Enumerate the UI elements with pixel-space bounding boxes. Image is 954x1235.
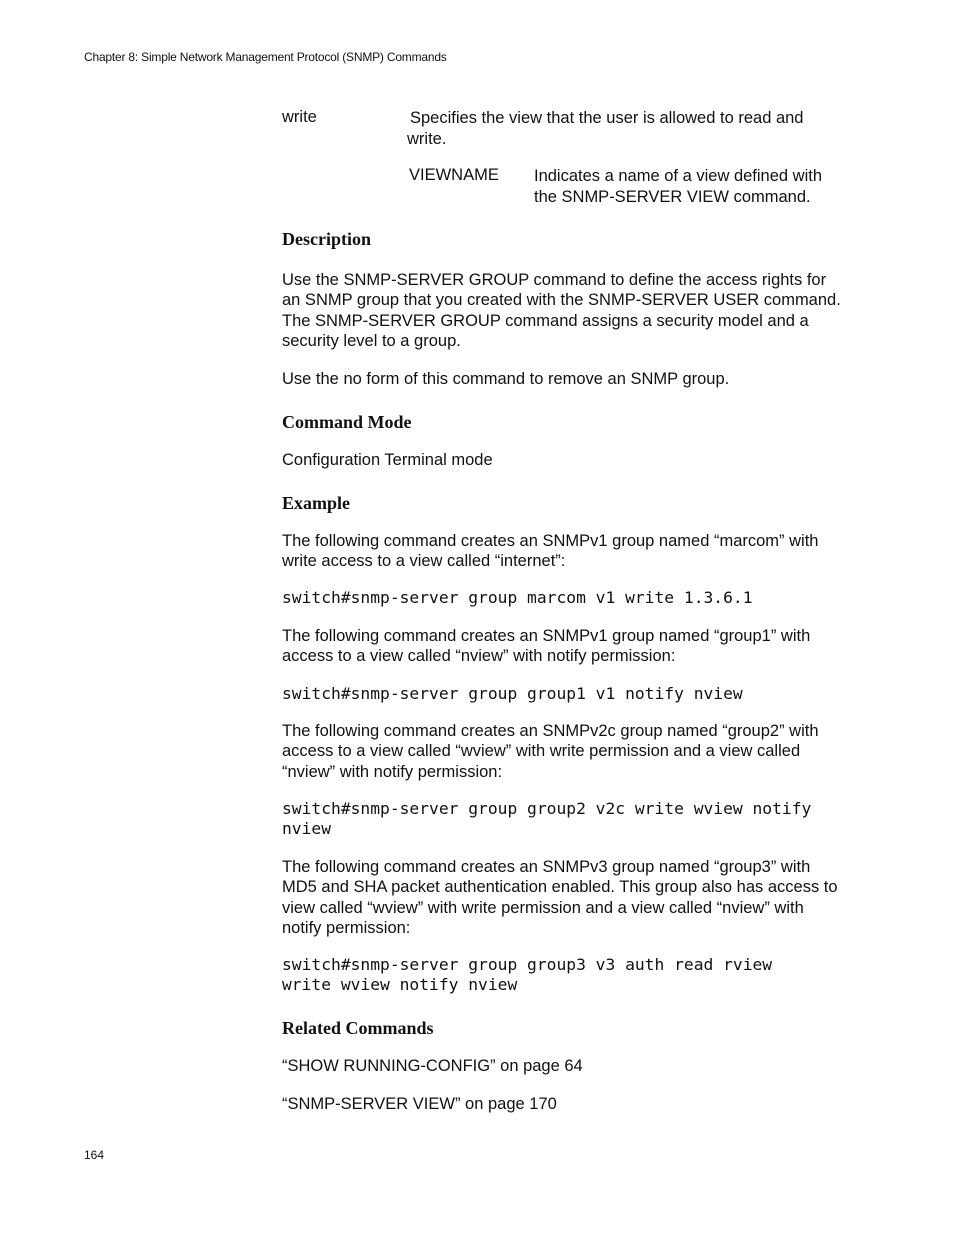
- param-name-write: write: [282, 108, 317, 126]
- example-code: switch#snmp-server group group1 v1 notify nview: [282, 684, 743, 703]
- section-heading-description: Description: [282, 229, 371, 249]
- param-desc-write-line1: Specifies the view that the user is allowed to read and: [410, 109, 804, 127]
- example-description: The following command creates an SNMPv3 group named “group3” with MD5 and SHA packet authentication enabled. This group also has access to view called “wview” with write permission and a view called “nview” with notify permission:: [282, 858, 838, 937]
- example-code: switch#snmp-server group group2 v2c write wview notify nview: [282, 799, 812, 838]
- example-description: The following command creates an SNMPv2c group named “group2” with access to a view called “wview” with write permission and a view called “nview” with notify permission:: [282, 722, 819, 781]
- section-heading-command-mode: Command Mode: [282, 412, 412, 432]
- related-command-link[interactable]: “SNMP-SERVER VIEW” on page 170: [282, 1095, 557, 1113]
- description-paragraph: Use the no form of this command to remove an SNMP group.: [282, 370, 730, 388]
- param-desc-write-line2: write.: [407, 130, 447, 148]
- page-number: 164: [84, 1148, 105, 1162]
- section-heading-related-commands: Related Commands: [282, 1018, 434, 1038]
- example-description: The following command creates an SNMPv1 group named “group1” with access to a view called “nview” with notify permission:: [282, 627, 811, 666]
- example-description: The following command creates an SNMPv1 group named “marcom” with write access to a view called “internet”:: [282, 532, 819, 571]
- description-paragraph: Use the SNMP-SERVER GROUP command to define the access rights for an SNMP group that you created with the SNMP-SERVER USER command. The SNMP-SERVER GROUP command assigns a security model and a security level to a group.: [282, 271, 841, 350]
- param-desc-viewname: Indicates a name of a view defined with the SNMP-SERVER VIEW command.: [534, 167, 823, 206]
- command-mode-text: Configuration Terminal mode: [282, 451, 493, 469]
- section-heading-example: Example: [282, 493, 351, 513]
- running-header: Chapter 8: Simple Network Management Protocol (SNMP) Commands: [84, 50, 447, 64]
- param-name-viewname: VIEWNAME: [409, 166, 499, 184]
- example-code: switch#snmp-server group group3 v3 auth read rview write wview notify nview: [282, 955, 773, 994]
- example-code: switch#snmp-server group marcom v1 write 1.3.6.1: [282, 588, 753, 607]
- related-command-link[interactable]: “SHOW RUNNING-CONFIG” on page 64: [282, 1057, 583, 1075]
